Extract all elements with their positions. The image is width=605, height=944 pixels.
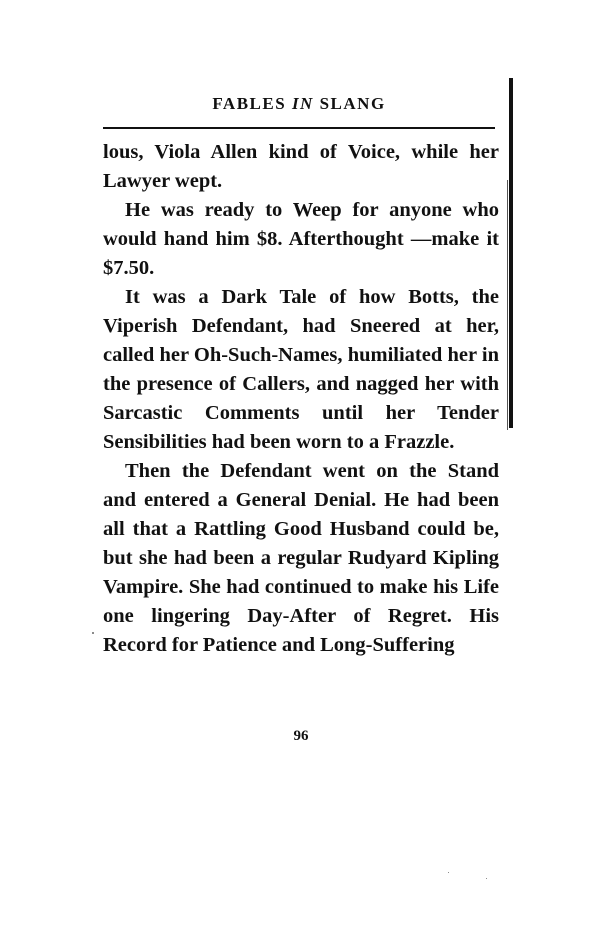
header-rule (103, 127, 495, 129)
running-head-part2: IN (291, 94, 314, 113)
running-head (103, 94, 495, 114)
running-head-part1: FABLES (212, 94, 292, 113)
page-edge-line (507, 180, 508, 430)
paragraph-continued: lous, Viola Allen kind of Voice, while her Lawyer wept. (103, 141, 499, 192)
print-speck (448, 872, 449, 873)
body-text (103, 138, 499, 660)
page-edge-shadow (509, 78, 513, 428)
print-speck (92, 632, 94, 634)
paragraph: He was ready to Weep for anyone who would hand him $8. Afterthought —make it $7.50. (103, 199, 499, 279)
page-number: 96 (293, 728, 309, 744)
paragraph: It was a Dark Tale of how Botts, the Viperish Defendant, had Sneered at her, called her Oh-Such-Names, humiliated her in the presence of Callers, and nagged her with Sarcastic Comments until her Tender Sensibilities had been worn to a Frazzle. (103, 286, 499, 453)
running-head-part3: SLANG (313, 94, 386, 113)
print-speck (486, 878, 487, 879)
paragraph: Then the Defendant went on the Stand and entered a General Denial. He had been all that a Rattling Good Husband could be, but she had been a regular Rudyard Kipling Vampire. She had continued to make his Life one lingering Day-After of Regret. His Record for Patience and Long-Suffering (103, 460, 499, 656)
